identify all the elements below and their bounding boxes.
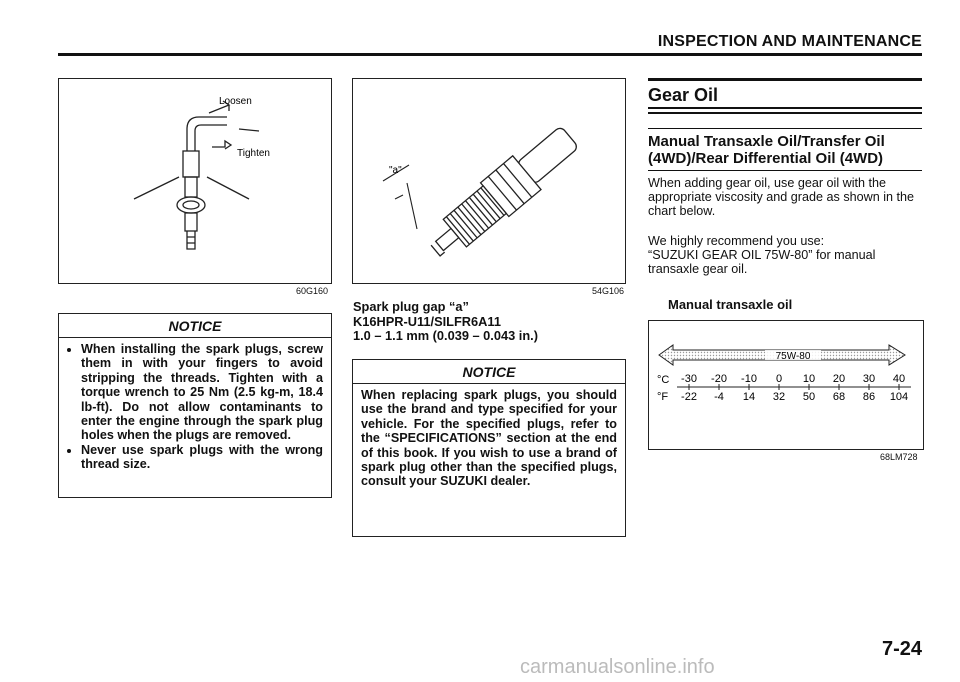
celsius-tick-label: 0 <box>775 373 783 385</box>
celsius-tick-label: -20 <box>711 373 727 385</box>
spark-plug-figure <box>352 78 626 284</box>
fahrenheit-tick-label: -22 <box>681 391 697 403</box>
band-label: 75W-80 <box>775 351 811 362</box>
fahrenheit-tick-label: 68 <box>832 391 846 403</box>
viscosity-chart <box>648 320 924 450</box>
chart-heading: Manual transaxle oil <box>668 297 793 312</box>
notice1-item: • When installing the spark plugs, screw them in with your fingers to avoid stripping the threads. Tighten with a torque wrench to 25 Nm (2.5 kg-m, 18.4 lb-ft). Do not allow contaminants to enter the engine through the spark plug holes when the plugs are removed. <box>81 342 323 443</box>
figure1-code: 60G160 <box>296 286 329 296</box>
gear-oil-para2 <box>648 234 924 277</box>
subtitle-bottom-rule <box>648 170 922 171</box>
celsius-tick-label: 10 <box>802 373 816 385</box>
plug-spec-line1: Spark plug gap “a” <box>353 299 469 314</box>
gear-oil-title-rule-2 <box>648 112 922 114</box>
celsius-tick-label: 40 <box>892 373 906 385</box>
fahrenheit-tick-label: 50 <box>802 391 816 403</box>
celsius-tick-label: 20 <box>832 373 846 385</box>
celsius-unit-label: °C <box>657 374 670 386</box>
subtitle-line2: (4WD)/Rear Differential Oil (4WD) <box>648 150 884 167</box>
plug-spec-line2: K16HPR-U11/SILFR6A11 <box>353 313 501 329</box>
gear-oil-title: Gear Oil <box>648 85 719 105</box>
loosen-label: Loosen <box>219 96 252 107</box>
tighten-label: Tighten <box>237 148 270 159</box>
notice-body-2: When replacing spark plugs, you should use the brand and type specified for your vehicle. For the specified plugs, refer to the “SPECIFICATIONS” section at the end of this book. If you wish to use a brand of spark plug other than the specified plugs, consult your SUZUKI dealer. <box>361 388 617 489</box>
plug-spec <box>353 300 633 344</box>
watermark: carmanualsonline.info <box>520 656 715 678</box>
header-rule <box>58 53 922 56</box>
notice-title-2: NOTICE <box>353 360 625 384</box>
spark-plug-wrench-figure <box>58 78 332 284</box>
gear-oil-subtitle <box>648 133 928 167</box>
notice-box-1 <box>58 313 332 498</box>
celsius-tick-label: -30 <box>681 373 697 385</box>
notice1-item: • Never use spark plugs with the wrong thread size. <box>81 443 323 472</box>
fahrenheit-tick-label: 32 <box>772 391 786 403</box>
fahrenheit-unit-label: °F <box>657 391 669 403</box>
notice-body-1 <box>59 338 331 478</box>
fahrenheit-tick-label: 104 <box>889 391 909 403</box>
fahrenheit-tick-label: 14 <box>742 391 756 403</box>
para2-line1: We highly recommend you use: <box>648 234 825 248</box>
fahrenheit-tick-label: -4 <box>714 391 724 403</box>
viscosity-chart-svg <box>649 321 923 449</box>
celsius-tick-label: 30 <box>862 373 876 385</box>
figure2-code: 54G106 <box>592 286 625 296</box>
subtitle-top-rule <box>648 128 922 129</box>
page-header-title: INSPECTION AND MAINTENANCE <box>657 33 922 50</box>
fahrenheit-tick-label: 86 <box>862 391 876 403</box>
subtitle-line1: Manual Transaxle Oil/Transfer Oil <box>648 133 885 150</box>
para2-line2: “SUZUKI GEAR OIL 75W-80” for manual transaxle gear oil. <box>648 248 876 277</box>
notice-title-1: NOTICE <box>59 314 331 338</box>
notice-box-2 <box>352 359 626 537</box>
gap-label: "a" <box>389 165 402 176</box>
page-number: 7-24 <box>881 638 922 660</box>
gear-oil-top-rule <box>648 78 922 81</box>
plug-spec-line3: 1.0 – 1.1 mm (0.039 – 0.043 in.) <box>353 328 538 343</box>
spark-plug-wrench-illustration <box>59 79 331 283</box>
spark-plug-illustration <box>353 79 625 283</box>
chart-code: 68LM728 <box>880 452 918 462</box>
gear-oil-title-rule <box>648 107 922 109</box>
gear-oil-para1: When adding gear oil, use gear oil with the appropriate viscosity and grade as shown in the chart below. <box>648 176 915 219</box>
celsius-tick-label: -10 <box>741 373 757 385</box>
